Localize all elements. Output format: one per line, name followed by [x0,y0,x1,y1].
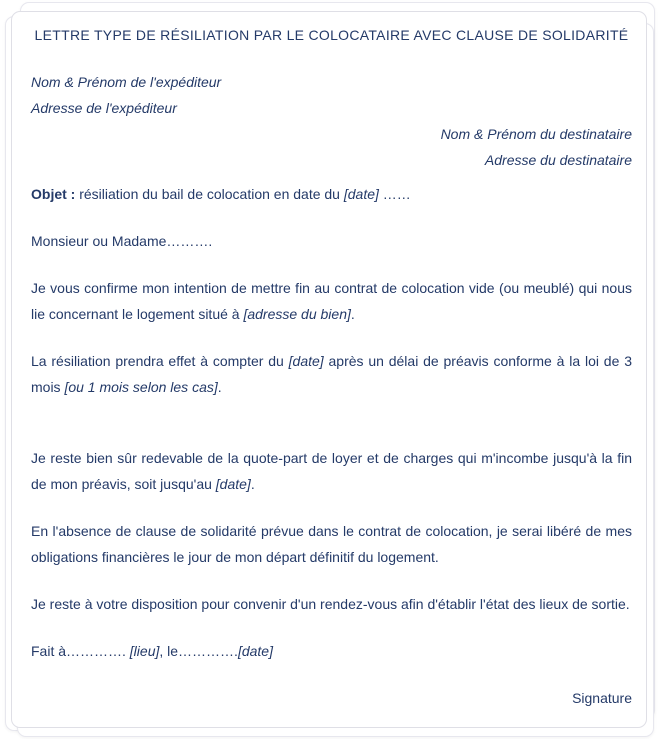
paragraph-4: En l'absence de clause de solidarité prévue dans le contrat de colocation, je serai libéré de mes obligations financières le jour de mon départ définitif du logement. [31,523,632,565]
paragraph-1 [31,275,632,327]
date-placeholder: [date] [237,643,273,659]
paragraph-2-end: . [217,379,222,395]
paragraph-3-end: . [250,476,255,492]
signature-label: Signature [572,690,632,706]
recipient-name: Nom & Prénom du destinataire [440,126,632,142]
paragraph-2-text: La résiliation prendra effet à compter du [31,353,289,369]
sender-block [31,69,632,121]
subject-dots: …… [378,186,411,202]
address-placeholder: [adresse du bien] [243,306,351,322]
closing-line [31,638,632,664]
subject-label: Objet : [31,186,76,202]
closing-fait-a: Fait à…………. [31,643,130,659]
paragraph-2-text-2: après un délai de préavis conforme à la loi de 3 mois [31,353,632,395]
date-placeholder: [date] [288,353,324,369]
paragraph-3 [31,445,632,497]
paragraph-3-text: Je reste bien sûr redevable de la quote-part de loyer et de charges qui m'incombe jusqu'à la fin de mon préavis, soit jusqu'au [31,450,632,492]
closing-le: , le…………. [159,643,238,659]
letter-document [11,11,647,728]
paper-stack [11,11,647,728]
paragraph-2 [31,348,632,400]
recipient-block [31,121,632,173]
paragraph-1-text: Je vous confirme mon intention de mettre fin au contrat de colocation vide (ou meublé) qui nous lie concernant le logement situé à [31,280,632,322]
subject-date-placeholder: [date] [343,186,379,202]
subject-text: résiliation du bail de colocation en date du [75,186,344,202]
letter-title: LETTRE TYPE DE RÉSILIATION PAR LE COLOCATAIRE AVEC CLAUSE DE SOLIDARITÉ [34,27,629,43]
delay-placeholder: [ou 1 mois selon les cas] [64,379,218,395]
blank-line-spacer [31,421,632,445]
paragraph-1-end: . [350,306,355,322]
salutation-line: Monsieur ou Madame………. [31,233,213,249]
recipient-address: Adresse du destinataire [484,152,632,168]
date-placeholder: [date] [215,476,251,492]
subject-line [31,181,632,207]
sender-name: Nom & Prénom de l'expéditeur [31,74,222,90]
lieu-placeholder: [lieu] [129,643,160,659]
sender-address: Adresse de l'expéditeur [31,100,177,116]
paragraph-5: Je reste à votre disposition pour convenir d'un rendez-vous afin d'établir l'état des lieux de sortie. [31,596,630,612]
